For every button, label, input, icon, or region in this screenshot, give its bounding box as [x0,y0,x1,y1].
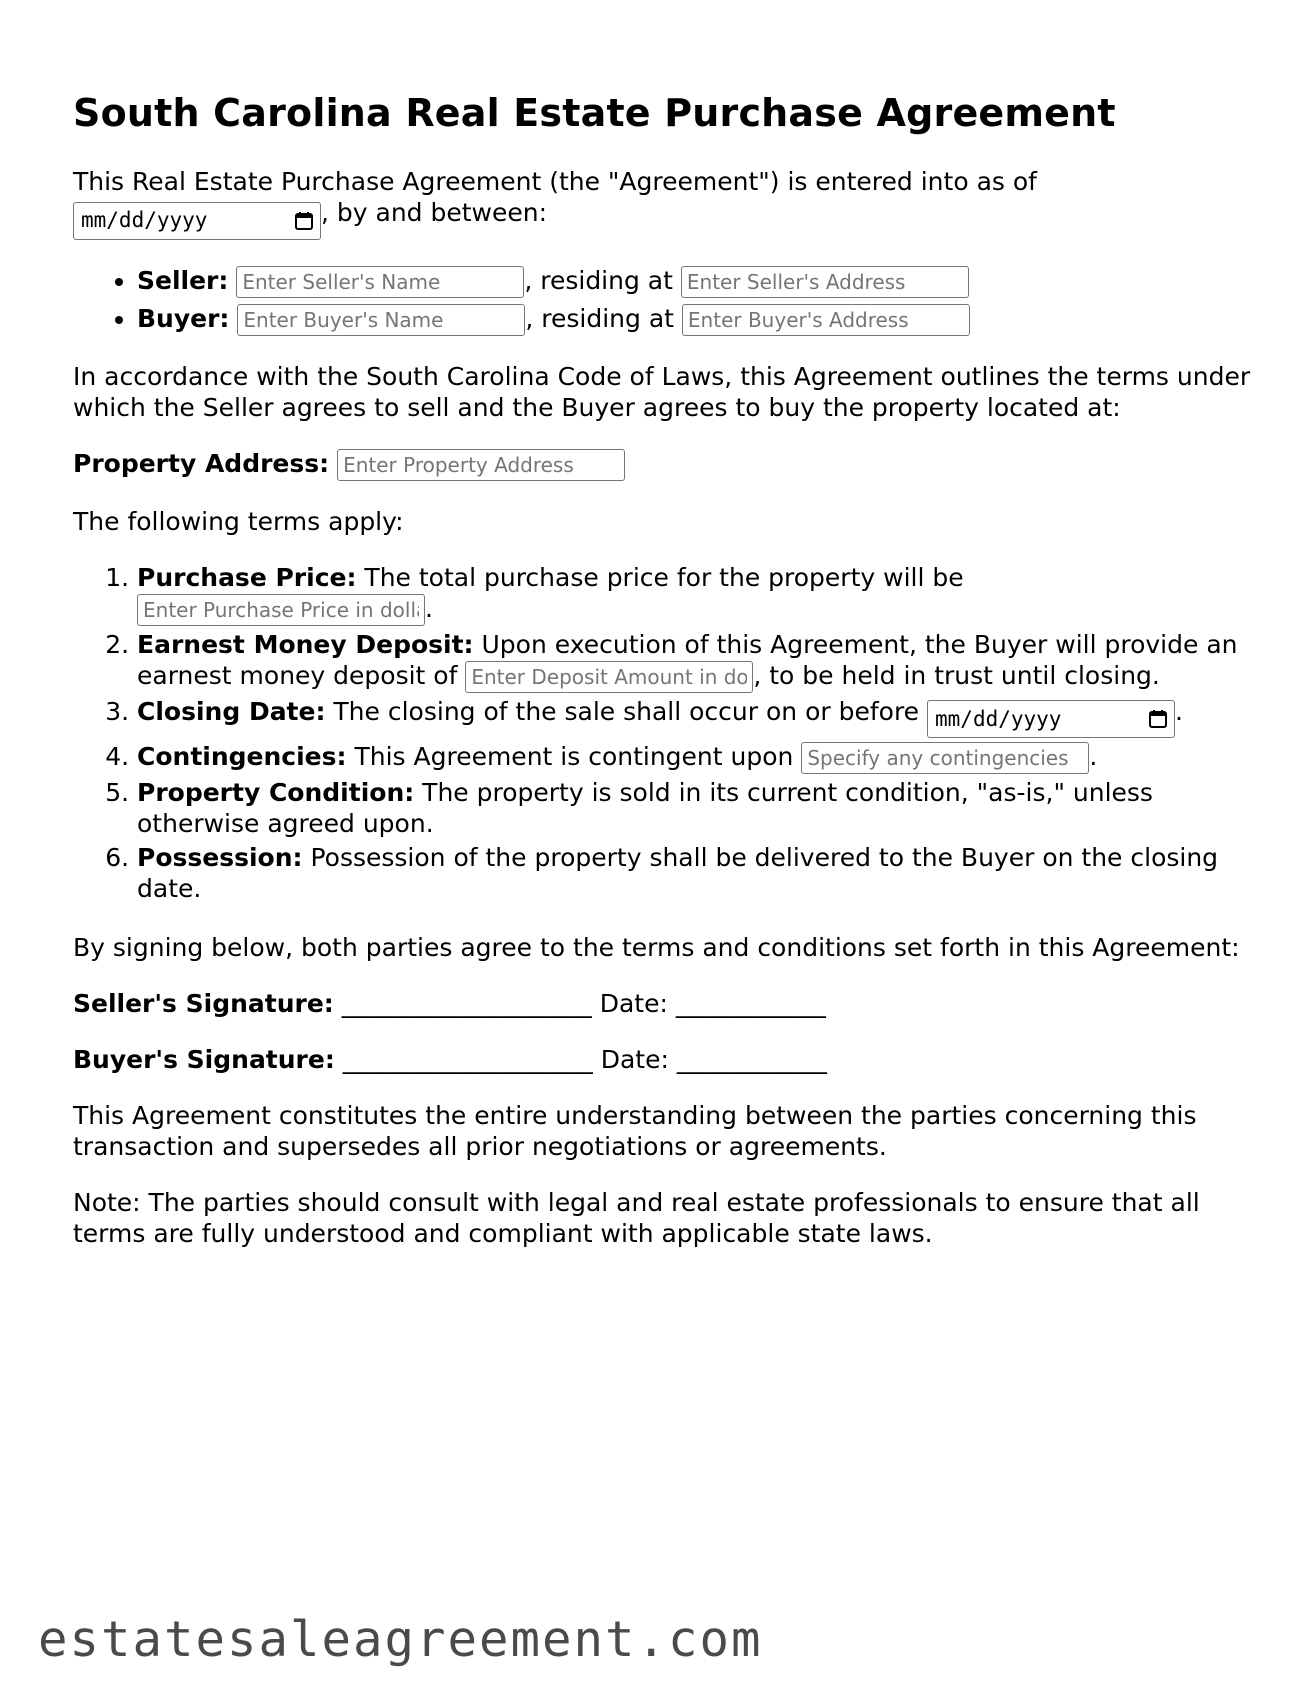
closing-date-label: Closing Date: [137,696,326,726]
seller-label: Seller: [137,265,229,295]
contingencies-end: . [1089,742,1098,771]
buyer-signature-row [73,1044,1253,1075]
buyer-address-input[interactable] [682,304,970,336]
calendar-icon[interactable] [1148,709,1168,729]
term-contingencies [137,741,1253,774]
seller-signature-row [73,988,1253,1019]
buyer-name-input[interactable] [237,304,525,336]
purchase-price-label: Purchase Price: [137,562,357,592]
buyer-item [137,304,1253,336]
buyer-signature-label: Buyer's Signature: [73,1045,335,1074]
closing-date-text: The closing of the sale shall occur on or before [325,696,920,726]
possession-text: Possession of the property shall be delivered to the Buyer on the closing date. [137,843,1219,903]
page-title: South Carolina Real Estate Purchase Agreement [73,91,1116,135]
parties-list [73,266,1253,336]
purchase-price-end: . [425,593,433,623]
terms-intro: The following terms apply: [73,506,404,536]
earnest-money-text: Upon execution of this Agreement, the Buyer will provide an earnest money deposit of [137,629,1238,690]
property-condition-text: The property is sold in its current condition, "as-is," unless otherwise agreed upon. [137,778,1153,838]
closing-date-placeholder: mm/dd/yyyy [935,706,1062,731]
purchase-price-input[interactable] [137,594,425,626]
terms-list [73,562,1253,905]
contingencies-input[interactable] [801,742,1089,774]
calendar-icon[interactable] [294,211,314,231]
agreement-date-input[interactable] [73,202,321,240]
buyer-residing-text: , residing at [525,303,674,333]
seller-name-input[interactable] [236,266,524,298]
property-address-row [73,448,1253,481]
buyer-label: Buyer: [137,303,230,333]
property-address-input[interactable] [337,449,625,481]
deposit-amount-input[interactable] [465,661,753,693]
document [73,86,1253,1274]
purchase-price-text: The total purchase price for the property will be [356,562,964,592]
buyer-signature-line: ____________________ Date: ____________ [334,1045,827,1074]
signing-intro: By signing below, both parties agree to the terms and conditions set forth in this Agreement: [73,933,1240,962]
earnest-money-label: Earnest Money Deposit: [137,629,474,659]
earnest-money-end: , to be held in trust until closing. [753,660,1160,690]
agreement-date-placeholder: mm/dd/yyyy [81,208,208,232]
property-condition-label: Property Condition: [137,778,415,807]
term-earnest-money [137,629,1253,693]
intro-text-after: , by and between: [321,198,548,227]
intro-text: This Real Estate Purchase Agreement (the "Agreement") is entered into as of [73,167,1037,196]
watermark: estatesaleagreement.com [38,1611,763,1668]
seller-residing-text: , residing at [524,265,673,295]
closing-date-input[interactable] [927,700,1175,738]
term-property-condition [137,777,1253,839]
seller-signature-label: Seller's Signature: [73,989,334,1018]
contingencies-text: This Agreement is contingent upon [346,742,794,771]
note-paragraph: Note: The parties should consult with legal and real estate professionals to ensure that all terms are fully understood and compliant with applicable state laws. [73,1188,1200,1248]
seller-item [137,266,1253,298]
accordance-paragraph: In accordance with the South Carolina Code of Laws, this Agreement outlines the terms under which the Seller agrees to sell and the Buyer agrees to buy the property located at: [73,361,1251,422]
term-possession [137,842,1253,904]
contingencies-label: Contingencies: [137,742,347,771]
seller-address-input[interactable] [681,266,969,298]
seller-signature-line: ____________________ Date: ____________ [333,989,826,1018]
intro-paragraph [73,166,1253,240]
possession-label: Possession: [137,843,303,872]
entire-agreement-paragraph: This Agreement constitutes the entire understanding between the parties concerning this transaction and supersedes all prior negotiations or agreements. [73,1101,1197,1161]
property-address-label: Property Address: [73,448,330,478]
term-purchase-price [137,562,1253,626]
closing-date-end: . [1175,696,1183,726]
term-closing-date [137,696,1253,739]
